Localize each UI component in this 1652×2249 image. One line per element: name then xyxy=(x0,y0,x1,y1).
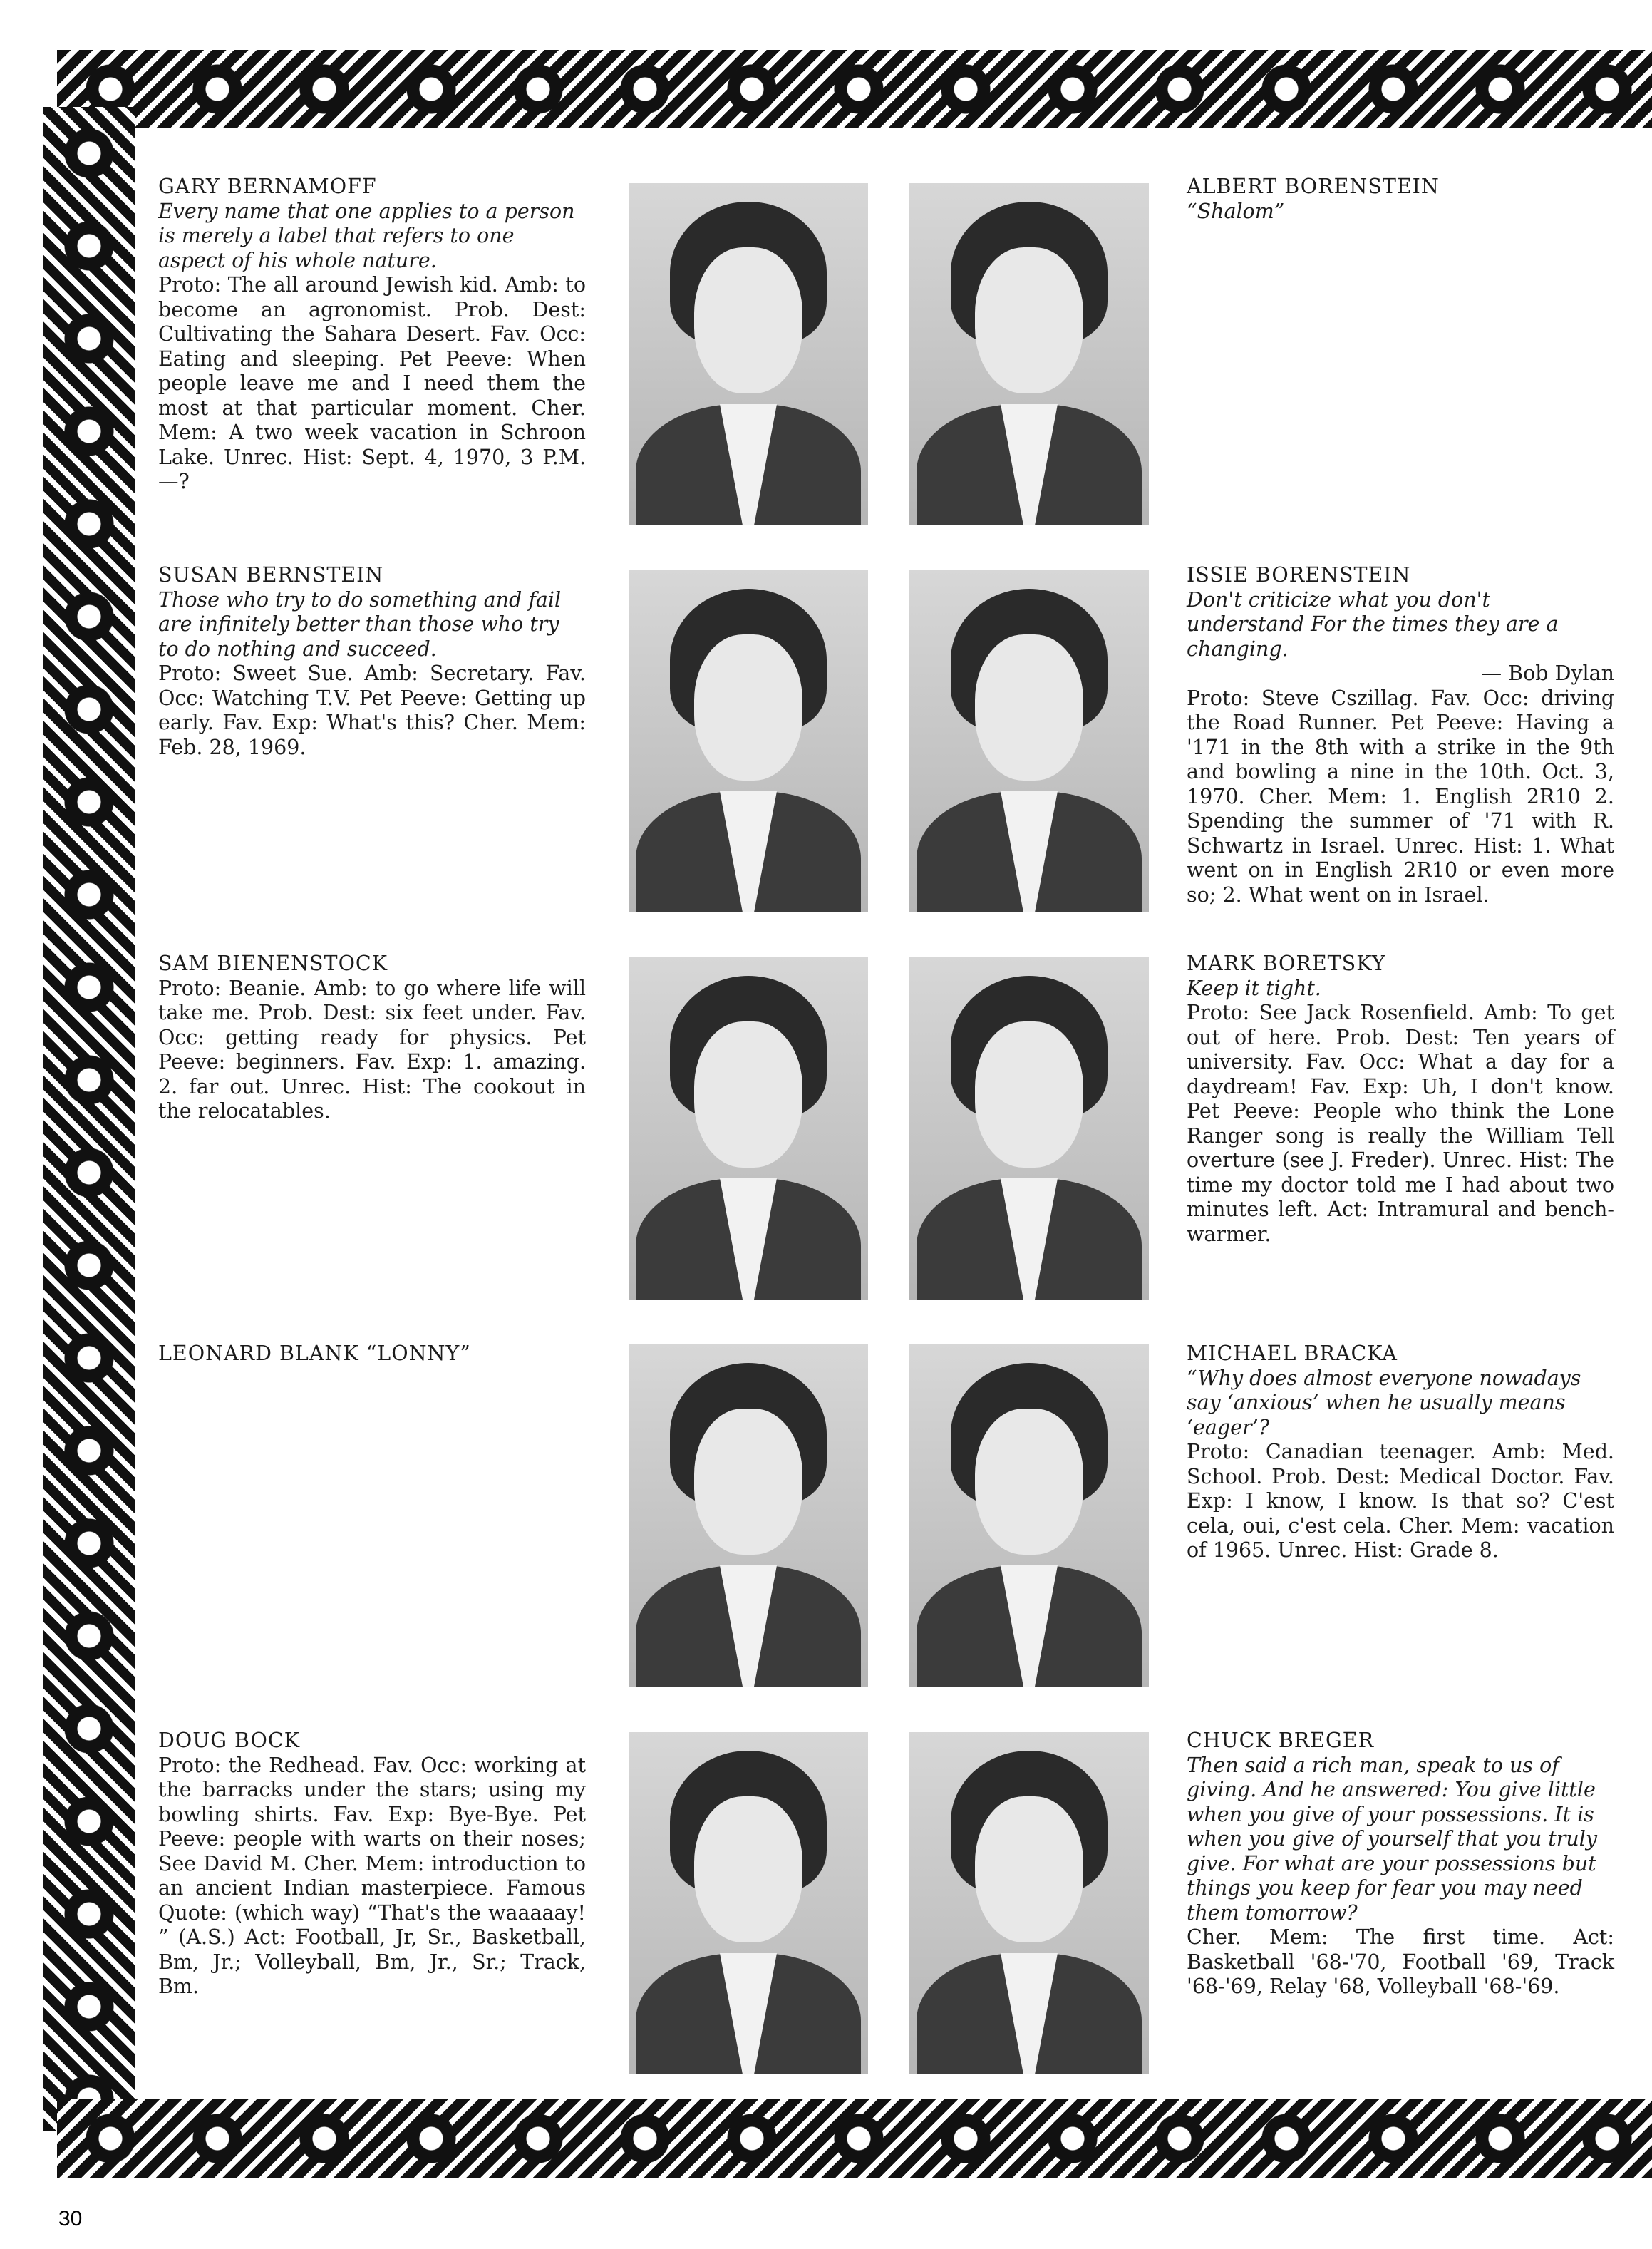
portrait-photo xyxy=(629,570,868,912)
portrait-photo xyxy=(629,957,868,1300)
entry-quote: “Why does almost everyone nowadays say ‘anxious’ when he usually means ‘eager’? xyxy=(1187,1366,1581,1439)
entry-body: Proto: the Redhead. Fav. Occ: working at the barracks under the stars; using my bowling shirts. Fav. Exp: Bye-Bye. Pet Peeve: people with warts on their noses; See David M. Cher. Mem: introduction to an ancient Indian masterpiece. Famous Quote: (which way) “That's the waaaaay! ” (A.S.) Act: Football, Jr, Sr., Basketball, Bm, Jr.; Volleyball, Bm, Jr., Sr.; Track, Bm. xyxy=(158,1753,586,1998)
entry-name: MARK BORETSKY xyxy=(1187,952,1386,975)
entry-name: ALBERT BORENSTEIN xyxy=(1187,175,1440,198)
ornamental-border-left xyxy=(43,107,135,2131)
entry-issie-borenstein xyxy=(1187,563,1614,907)
entry-name: GARY BERNAMOFF xyxy=(158,175,377,198)
page-number: 30 xyxy=(58,2207,83,2230)
portrait-photo xyxy=(909,570,1149,912)
portrait-photo xyxy=(629,1344,868,1687)
portrait-photo xyxy=(909,957,1149,1300)
entry-name: ISSIE BORENSTEIN xyxy=(1187,563,1411,587)
entry-body: Proto: Steve Cszillag. Fav. Occ: driving the Road Runner. Pet Peeve: Having a '171 in the 8th with a strike in the 9th and bowling a nine in the 10th. Oct. 3, 1970. Cher. Mem: 1. English 2R10 2. Spending the summer of '71 with R. Schwartz in Israel. Unrec. Hist: 1. What went on in English 2R10 or even more so; 2. What went on in Israel. xyxy=(1187,686,1614,907)
entry-body: Proto: The all around Jewish kid. Amb: to become an agronomist. Prob. Dest: Cultivating the Sahara Desert. Fav. Occ: Eating and sleeping. Pet Peeve: When people leave me and I need them the most at that particular moment. Cher. Mem: A two week vacation in Schroon Lake. Unrec. Hist: Sept. 4, 1970, 3 P.M. —? xyxy=(158,273,586,493)
portrait-photo xyxy=(909,1344,1149,1687)
entry-name: LEONARD BLANK “LONNY” xyxy=(158,1342,471,1365)
entry-albert-borenstein xyxy=(1187,175,1614,224)
ornamental-border-top xyxy=(57,50,1652,128)
entry-name: CHUCK BREGER xyxy=(1187,1729,1375,1752)
entry-quote: “Shalom” xyxy=(1187,199,1285,223)
entry-chuck-breger xyxy=(1187,1729,1614,2000)
entry-gary-bernamoff xyxy=(158,175,586,495)
entry-doug-bock xyxy=(158,1729,586,2000)
entry-sam-bienenstock xyxy=(158,952,586,1124)
entry-quote: Then said a rich man, speak to us of giving. And he answered: You give little when you give of your possessions. It is when you give of yourself that you truly give. For what are your possessions but things you keep for fear you may need them tomorrow? xyxy=(1187,1753,1597,1925)
entry-name: MICHAEL BRACKA xyxy=(1187,1342,1398,1365)
entry-attribution: — Bob Dylan xyxy=(1481,662,1614,685)
entry-quote: Don't criticize what you don't understand For the times they are a changing. xyxy=(1187,587,1559,661)
entry-body: Cher. Mem: The first time. Act: Basketball '68-'70, Football '69, Track '68-'69, Relay '68, Volleyball '68-'69. xyxy=(1187,1925,1614,1998)
entry-name: SUSAN BERNSTEIN xyxy=(158,563,384,587)
portrait-photo xyxy=(909,1732,1149,2074)
entry-michael-bracka xyxy=(1187,1342,1614,1563)
portrait-photo xyxy=(629,1732,868,2074)
entry-body: Proto: See Jack Rosenfield. Amb: To get out of here. Prob. Dest: Ten years of university. Fav. Occ: What a day for a daydream! Fav. Exp: Uh, I don't know. Pet Peeve: People who think the Lone Ranger song is really the William Tell overture (see J. Freder). Unrec. Hist: The time my doctor told me I had about two minutes left. Act: Intramural and bench-warmer. xyxy=(1187,1001,1614,1246)
entry-susan-bernstein xyxy=(158,563,586,760)
entry-body: Proto: Sweet Sue. Amb: Secretary. Fav. Occ: Watching T.V. Pet Peeve: Getting up early. Fav. Exp: What's this? Cher. Mem: Feb. 28, 1969. xyxy=(158,662,586,759)
entry-name: SAM BIENENSTOCK xyxy=(158,952,388,975)
ornamental-border-bottom xyxy=(57,2099,1652,2178)
entry-quote: Those who try to do something and fail are infinitely better than those who try to do nothing and succeed. xyxy=(158,587,562,661)
entry-mark-boretsky xyxy=(1187,952,1614,1247)
portrait-photo xyxy=(629,183,868,525)
entry-body: Proto: Beanie. Amb: to go where life will take me. Prob. Dest: six feet under. Fav. Occ: getting ready for physics. Pet Peeve: beginners. Fav. Exp: 1. amazing. 2. far out. Unrec. Hist: The cookout in the relocatables. xyxy=(158,976,586,1123)
entry-quote: Every name that one applies to a person is merely a label that refers to one aspect of his whole nature. xyxy=(158,199,575,272)
entry-leonard-blank xyxy=(158,1342,586,1367)
entry-body: Proto: Canadian teenager. Amb: Med. School. Prob. Dest: Medical Doctor. Fav. Exp: I know, I know. Is that so? C'est cela, oui, c'est cela. Cher. Mem: vacation of 1965. Unrec. Hist: Grade 8. xyxy=(1187,1440,1614,1562)
entry-quote: Keep it tight. xyxy=(1187,976,1321,1000)
portrait-photo xyxy=(909,183,1149,525)
entry-name: DOUG BOCK xyxy=(158,1729,300,1752)
